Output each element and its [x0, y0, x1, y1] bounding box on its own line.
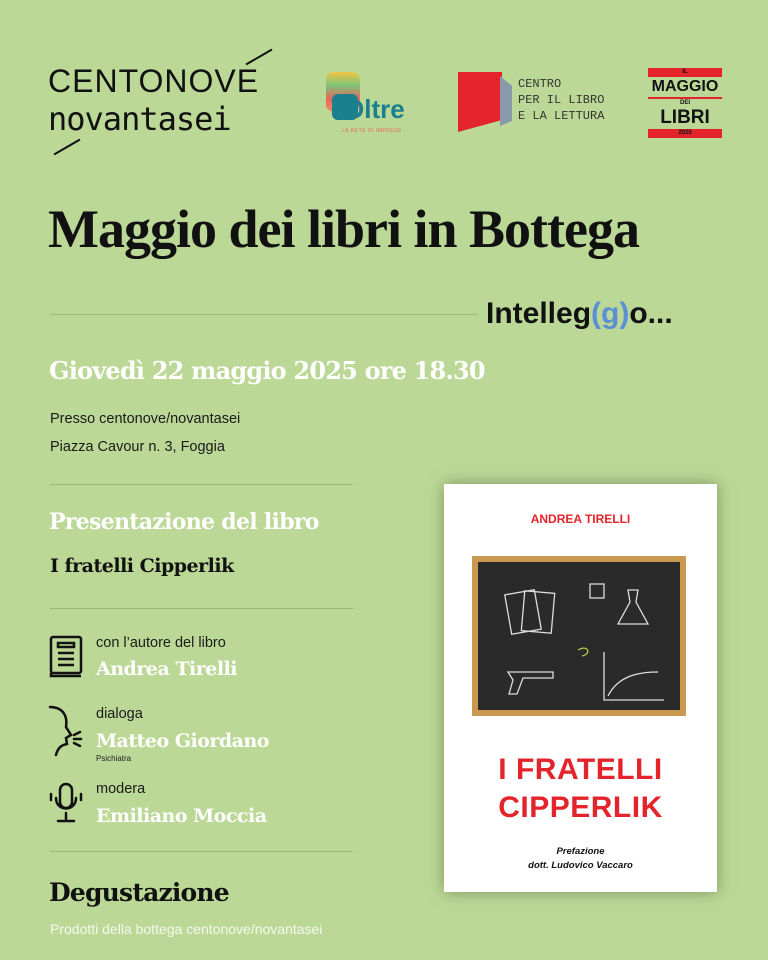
centonove-novantasei-logo [48, 62, 259, 138]
book-cover [444, 484, 717, 892]
role-label: modera [96, 781, 146, 797]
cepell-line-1: CENTRO [518, 77, 562, 91]
series-title [486, 296, 673, 332]
oltre-name: Oltre [344, 94, 405, 124]
cover-title-2: CIPPERLIK [498, 791, 663, 824]
cover-title-1: I FRATELLI [498, 753, 663, 786]
series-paren: (g) [591, 297, 630, 330]
cepell-logo [454, 72, 624, 134]
logo-year: 2025 [648, 129, 722, 138]
chalkboard-image [472, 556, 686, 716]
cepell-line-3: E LA LETTURA [518, 109, 605, 123]
cepell-line-2: PER IL LIBRO [518, 93, 605, 107]
divider [50, 314, 478, 315]
person-name: Emiliano Moccia [96, 805, 267, 827]
divider [50, 608, 353, 609]
tasting-text: Prodotti della bottega centonove/novantasei [50, 921, 323, 937]
cover-author: ANDREA TIRELLI [530, 512, 631, 526]
series-pre: Intelleg [486, 297, 592, 330]
cover-preface-label: Prefazione [556, 846, 605, 857]
logo-il: IL [648, 68, 722, 77]
tasting-heading: Degustazione [49, 878, 229, 907]
page-title: Maggio dei libri in Bottega [48, 199, 639, 259]
speaking-head-icon [48, 705, 84, 757]
cover-preface-by: dott. Ludovico Vaccaro [528, 860, 633, 871]
logo-dei: DEI [648, 97, 722, 107]
venue-line-1: Presso centonove/novantasei [50, 411, 241, 427]
presentation-heading: Presentazione del libro [49, 509, 319, 535]
logo-maggio: MAGGIO [651, 78, 719, 95]
logo-libri: LIBRI [660, 107, 710, 128]
venue-line-2: Piazza Cavour n. 3, Foggia [50, 439, 225, 455]
maggio-dei-libri-logo [648, 68, 722, 138]
divider [50, 851, 353, 852]
oltre-tagline: LA RETE DI IMPRESE [342, 128, 402, 134]
oltre-logo [322, 72, 414, 138]
person-subtitle: Psichiatra [96, 754, 132, 763]
role-label: con l’autore del libro [96, 635, 226, 651]
divider [50, 484, 353, 485]
logo-line-1: CENTONOVE [48, 63, 260, 99]
person-name: Matteo Giordano [96, 730, 269, 752]
person-name: Andrea Tirelli [96, 658, 237, 680]
event-date: Giovedì 22 maggio 2025 ore 18.30 [49, 356, 485, 385]
role-label: dialoga [96, 706, 143, 722]
microphone-icon [49, 782, 83, 824]
series-post: o... [629, 297, 673, 330]
book-title: I fratelli Cipperlik [50, 555, 234, 577]
logo-line-2: novantasei [48, 100, 231, 138]
book-icon [49, 635, 83, 678]
